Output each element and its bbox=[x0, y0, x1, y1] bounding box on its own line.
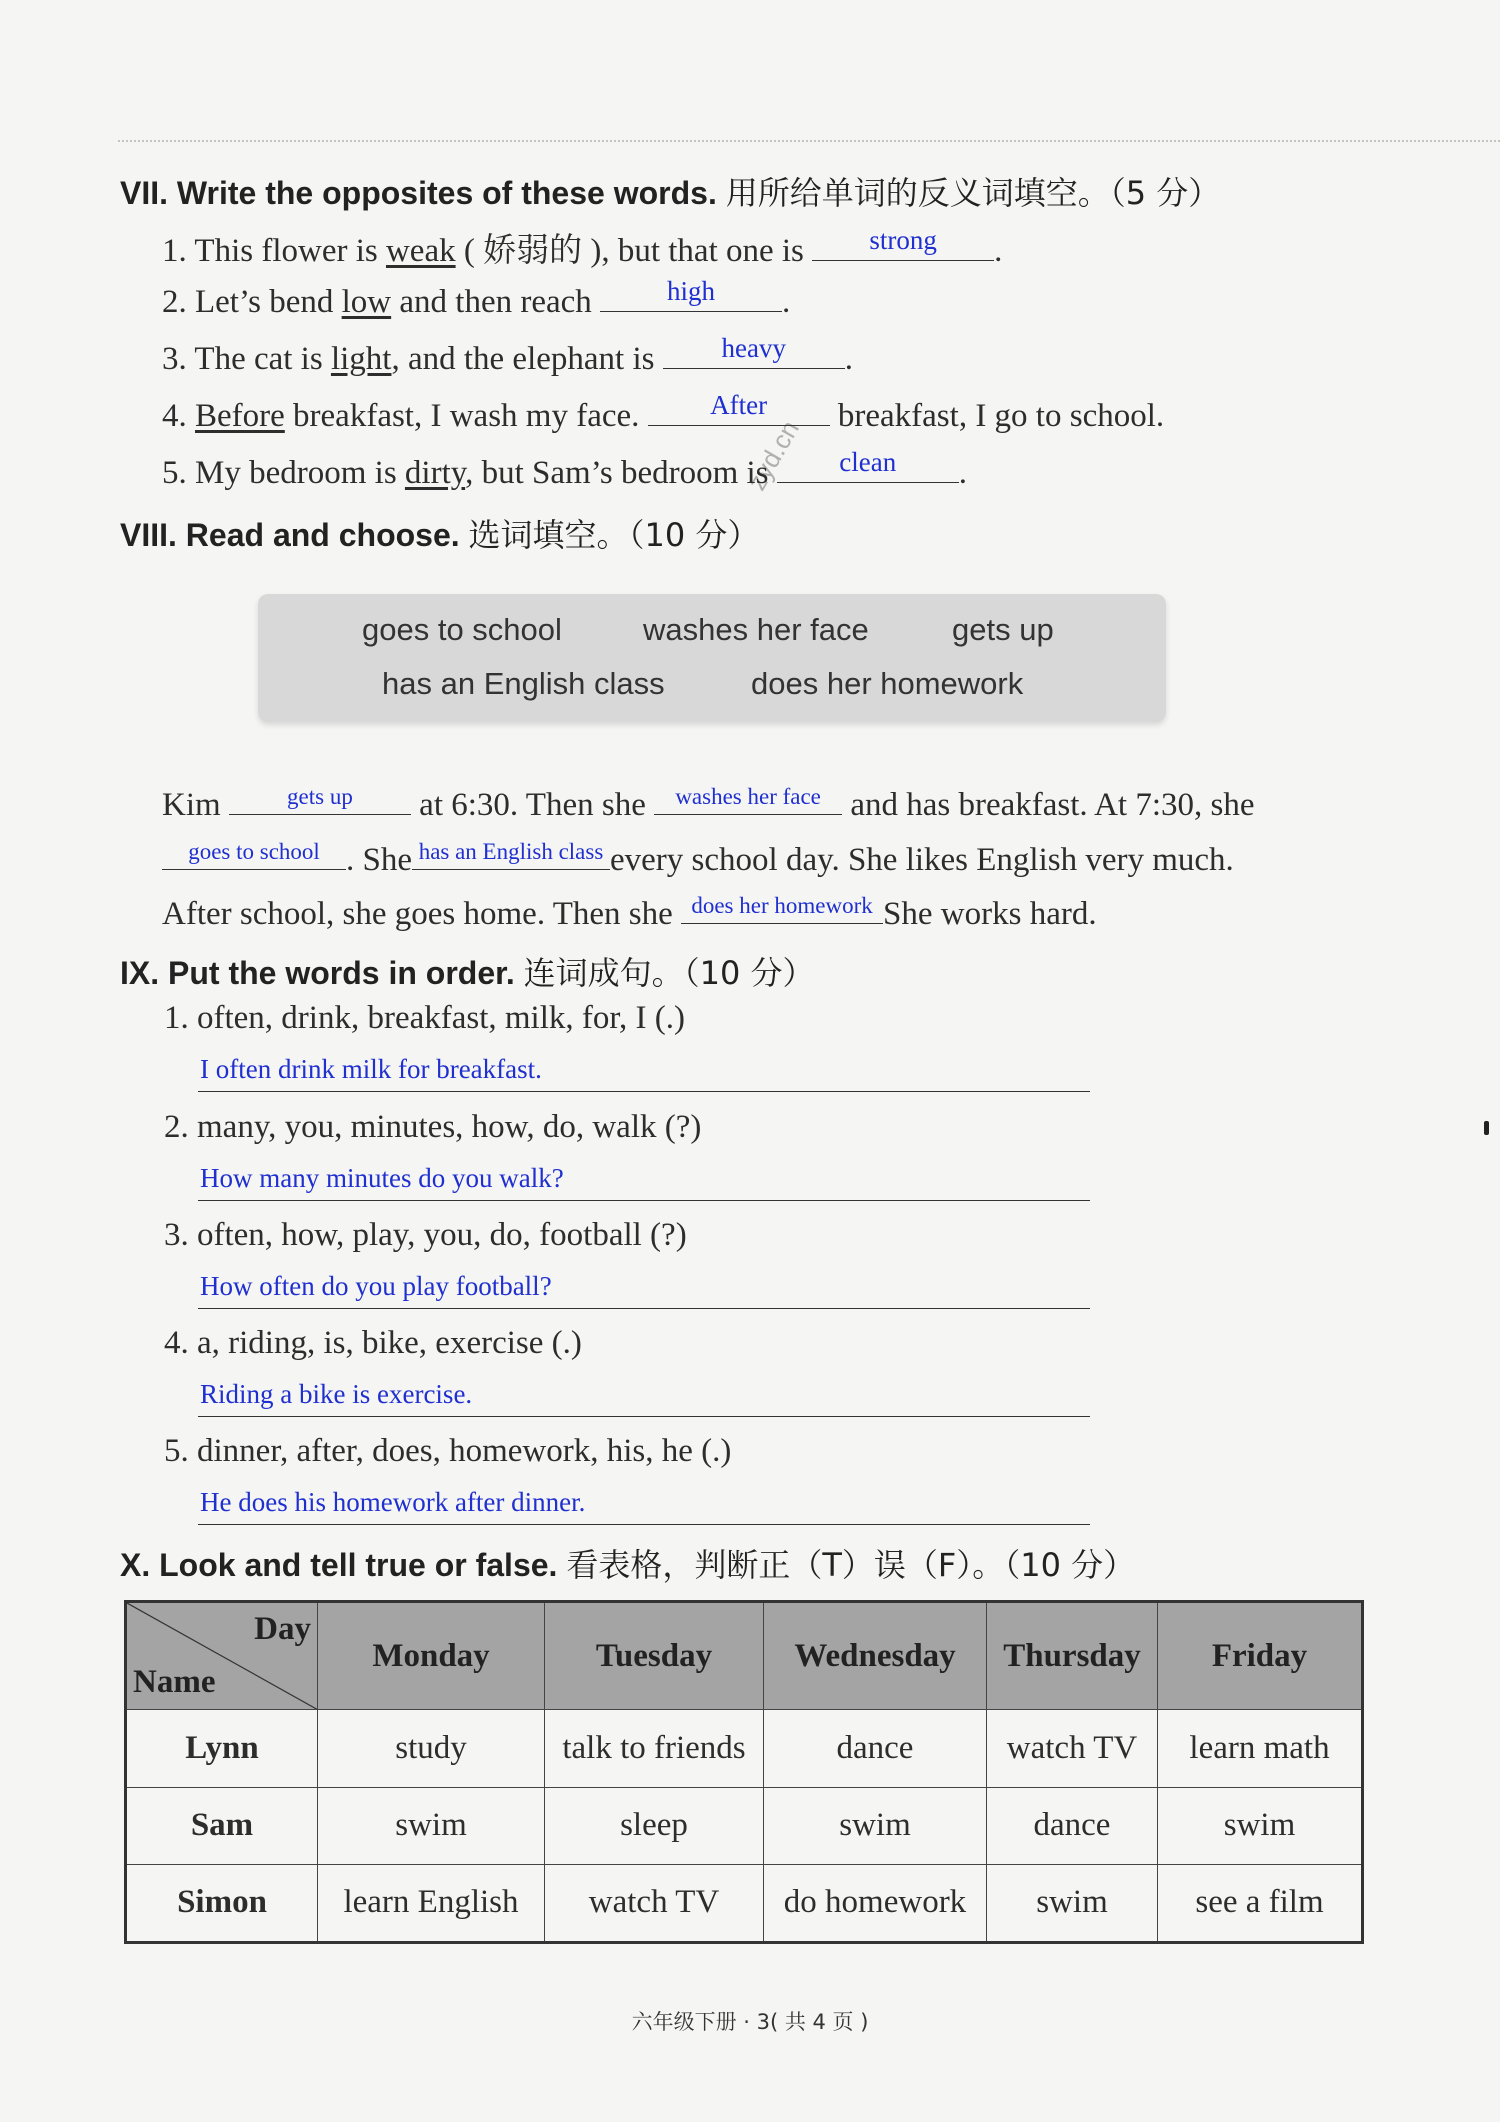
handwritten-answer: He does his homework after dinner. bbox=[200, 1487, 586, 1517]
word-bank-item: goes to school bbox=[362, 612, 562, 647]
handwritten-answer: strong bbox=[869, 225, 937, 255]
table-cell: dance bbox=[764, 1710, 987, 1787]
item-text: . bbox=[994, 233, 1003, 269]
corner-cell bbox=[126, 1602, 318, 1710]
passage-text: and has breakfast. At 7:30, she bbox=[842, 787, 1255, 823]
corner-day-label: Day bbox=[254, 1611, 311, 1647]
word-bank bbox=[258, 594, 1166, 722]
table-cell: swim bbox=[764, 1787, 987, 1864]
order-answer-line[interactable] bbox=[198, 1268, 1090, 1309]
row-name: Simon bbox=[126, 1864, 318, 1942]
table-cell: sleep bbox=[545, 1787, 764, 1864]
item-text: This flower is bbox=[194, 233, 386, 269]
handwritten-answer: Riding a bike is exercise. bbox=[200, 1379, 473, 1409]
table-cell: study bbox=[318, 1710, 545, 1787]
watermark: zyd.cn bbox=[741, 415, 805, 496]
day-header: Wednesday bbox=[764, 1602, 987, 1710]
section9-title-zh: 连词成句。（10 分） bbox=[523, 954, 815, 992]
item-text: . bbox=[782, 284, 791, 320]
page-footer: 六年级下册 · 3( 共 4 页 ) bbox=[631, 2010, 869, 2034]
handwritten-answer: goes to school bbox=[188, 839, 320, 864]
item-text: , and the elephant is bbox=[391, 341, 663, 377]
section8-title: VIII. Read and choose. bbox=[120, 517, 460, 553]
day-header: Thursday bbox=[987, 1602, 1158, 1710]
item-text: and then reach bbox=[391, 284, 601, 320]
order-prompt: 4. a, riding, is, bike, exercise (.) bbox=[164, 1325, 582, 1361]
passage-text: After school, she goes home. Then she bbox=[162, 896, 682, 932]
top-dotted-divider bbox=[118, 140, 1500, 142]
item-number: 4. bbox=[162, 398, 187, 434]
item-text: . bbox=[958, 455, 968, 491]
passage-line-1 bbox=[162, 784, 1255, 824]
table-cell: dance bbox=[987, 1787, 1158, 1864]
word-bank-item: does her homework bbox=[751, 666, 1024, 701]
order-prompt: 2. many, you, minutes, how, do, walk (?) bbox=[164, 1109, 702, 1145]
item-number: 1. bbox=[162, 233, 187, 269]
answer-blank[interactable] bbox=[812, 225, 994, 261]
underlined-word: dirty bbox=[404, 455, 466, 491]
handwritten-answer: How many minutes do you walk? bbox=[200, 1163, 564, 1193]
word-bank-item: washes her face bbox=[643, 612, 869, 647]
underlined-word: Before bbox=[195, 398, 285, 434]
table-cell: watch TV bbox=[987, 1710, 1158, 1787]
item-number: 5. bbox=[162, 455, 187, 491]
passage-text: . She bbox=[346, 842, 412, 878]
handwritten-answer: gets up bbox=[287, 784, 353, 809]
handwritten-answer: I often drink milk for breakfast. bbox=[200, 1054, 542, 1084]
word-bank-item: gets up bbox=[952, 612, 1054, 647]
passage-line-2 bbox=[162, 839, 1234, 879]
table-cell: watch TV bbox=[545, 1864, 764, 1942]
section10-title: X. Look and tell true or false. bbox=[120, 1547, 558, 1583]
section7-item-4 bbox=[162, 390, 1165, 435]
answer-blank[interactable] bbox=[162, 839, 346, 870]
day-header: Tuesday bbox=[545, 1602, 764, 1710]
passage-text: at 6:30. Then she bbox=[410, 787, 655, 823]
handwritten-answer: high bbox=[667, 276, 716, 306]
answer-blank[interactable] bbox=[648, 390, 830, 426]
table-cell: learn English bbox=[318, 1864, 545, 1942]
corner-name-label: Name bbox=[133, 1664, 216, 1701]
section7-item-1 bbox=[162, 224, 1002, 271]
passage-text: every school day. She likes English very much. bbox=[610, 842, 1234, 878]
day-header: Friday bbox=[1158, 1602, 1363, 1710]
table-cell: swim bbox=[318, 1787, 545, 1864]
table-cell: see a film bbox=[1158, 1864, 1363, 1942]
underlined-word: low bbox=[341, 284, 392, 320]
answer-blank[interactable] bbox=[681, 893, 883, 924]
item-text: . bbox=[844, 341, 853, 377]
passage-text: Kim bbox=[162, 787, 229, 823]
table-cell: swim bbox=[1158, 1787, 1363, 1864]
answer-blank[interactable] bbox=[777, 447, 959, 483]
table-cell: learn math bbox=[1158, 1710, 1363, 1787]
order-prompt: 3. often, how, play, you, do, football (?) bbox=[164, 1217, 687, 1253]
answer-blank[interactable] bbox=[663, 333, 845, 369]
section7-item-3 bbox=[162, 333, 853, 378]
item-text: breakfast, I wash my face. bbox=[284, 398, 648, 434]
section10-heading bbox=[120, 1540, 1135, 1586]
answer-blank[interactable] bbox=[229, 784, 411, 815]
table-cell: do homework bbox=[764, 1864, 987, 1942]
item-text: , but Sam’s bedroom is bbox=[465, 455, 777, 491]
underlined-word: weak bbox=[385, 233, 456, 269]
section7-heading bbox=[120, 168, 1220, 214]
table-cell: talk to friends bbox=[545, 1710, 764, 1787]
answer-blank[interactable] bbox=[654, 784, 842, 815]
item-number: 2. bbox=[162, 284, 187, 320]
order-prompt: 1. often, drink, breakfast, milk, for, I (.) bbox=[164, 1000, 686, 1036]
item-number: 3. bbox=[162, 341, 187, 377]
row-name: Sam bbox=[126, 1787, 318, 1864]
section7-title-zh: 用所给单词的反义词填空。（5 分） bbox=[725, 174, 1221, 212]
item-text: Let’s bend bbox=[195, 284, 342, 320]
table-row bbox=[126, 1710, 1363, 1787]
day-header: Monday bbox=[318, 1602, 545, 1710]
order-answer-line[interactable] bbox=[198, 1160, 1090, 1201]
handwritten-answer: heavy bbox=[721, 333, 786, 363]
table-row bbox=[126, 1864, 1363, 1942]
table-row bbox=[126, 1787, 1363, 1864]
item-text: My bedroom is bbox=[195, 455, 405, 491]
row-name: Lynn bbox=[126, 1710, 318, 1787]
section9-heading bbox=[120, 948, 815, 994]
handwritten-answer: clean bbox=[839, 447, 897, 477]
answer-blank[interactable] bbox=[412, 839, 610, 870]
handwritten-answer: After bbox=[710, 390, 768, 420]
item-text: ( 娇弱的 ), but that one is bbox=[455, 233, 813, 269]
word-bank-item: has an English class bbox=[382, 666, 665, 701]
table-header-row bbox=[126, 1602, 1363, 1710]
underlined-word: light bbox=[330, 341, 392, 377]
section8-title-zh: 选词填空。（10 分） bbox=[468, 516, 760, 554]
margin-mark bbox=[1484, 1121, 1489, 1135]
answer-blank[interactable] bbox=[600, 276, 782, 312]
order-answer-line[interactable] bbox=[198, 1051, 1090, 1092]
section9-title: IX. Put the words in order. bbox=[120, 955, 515, 991]
handwritten-answer: has an English class bbox=[418, 839, 604, 864]
order-prompt: 5. dinner, after, does, homework, his, he (.) bbox=[164, 1433, 732, 1469]
handwritten-answer: does her homework bbox=[691, 893, 873, 918]
handwritten-answer: washes her face bbox=[675, 784, 821, 809]
section10-title-zh: 看表格，判断正（T）误（F）。（10 分） bbox=[566, 1546, 1136, 1584]
section7-item-2 bbox=[162, 276, 791, 321]
section8-heading bbox=[120, 510, 759, 556]
order-answer-line[interactable] bbox=[198, 1484, 1090, 1525]
item-text: The cat is bbox=[194, 341, 331, 377]
order-answer-line[interactable] bbox=[198, 1376, 1090, 1417]
passage-text: She works hard. bbox=[883, 896, 1097, 932]
item-text: breakfast, I go to school. bbox=[829, 398, 1165, 434]
table-cell: swim bbox=[987, 1864, 1158, 1942]
section7-title: VII. Write the opposites of these words. bbox=[120, 175, 717, 211]
schedule-table bbox=[124, 1600, 1364, 1944]
handwritten-answer: How often do you play football? bbox=[200, 1271, 552, 1301]
passage-line-3 bbox=[162, 893, 1097, 933]
